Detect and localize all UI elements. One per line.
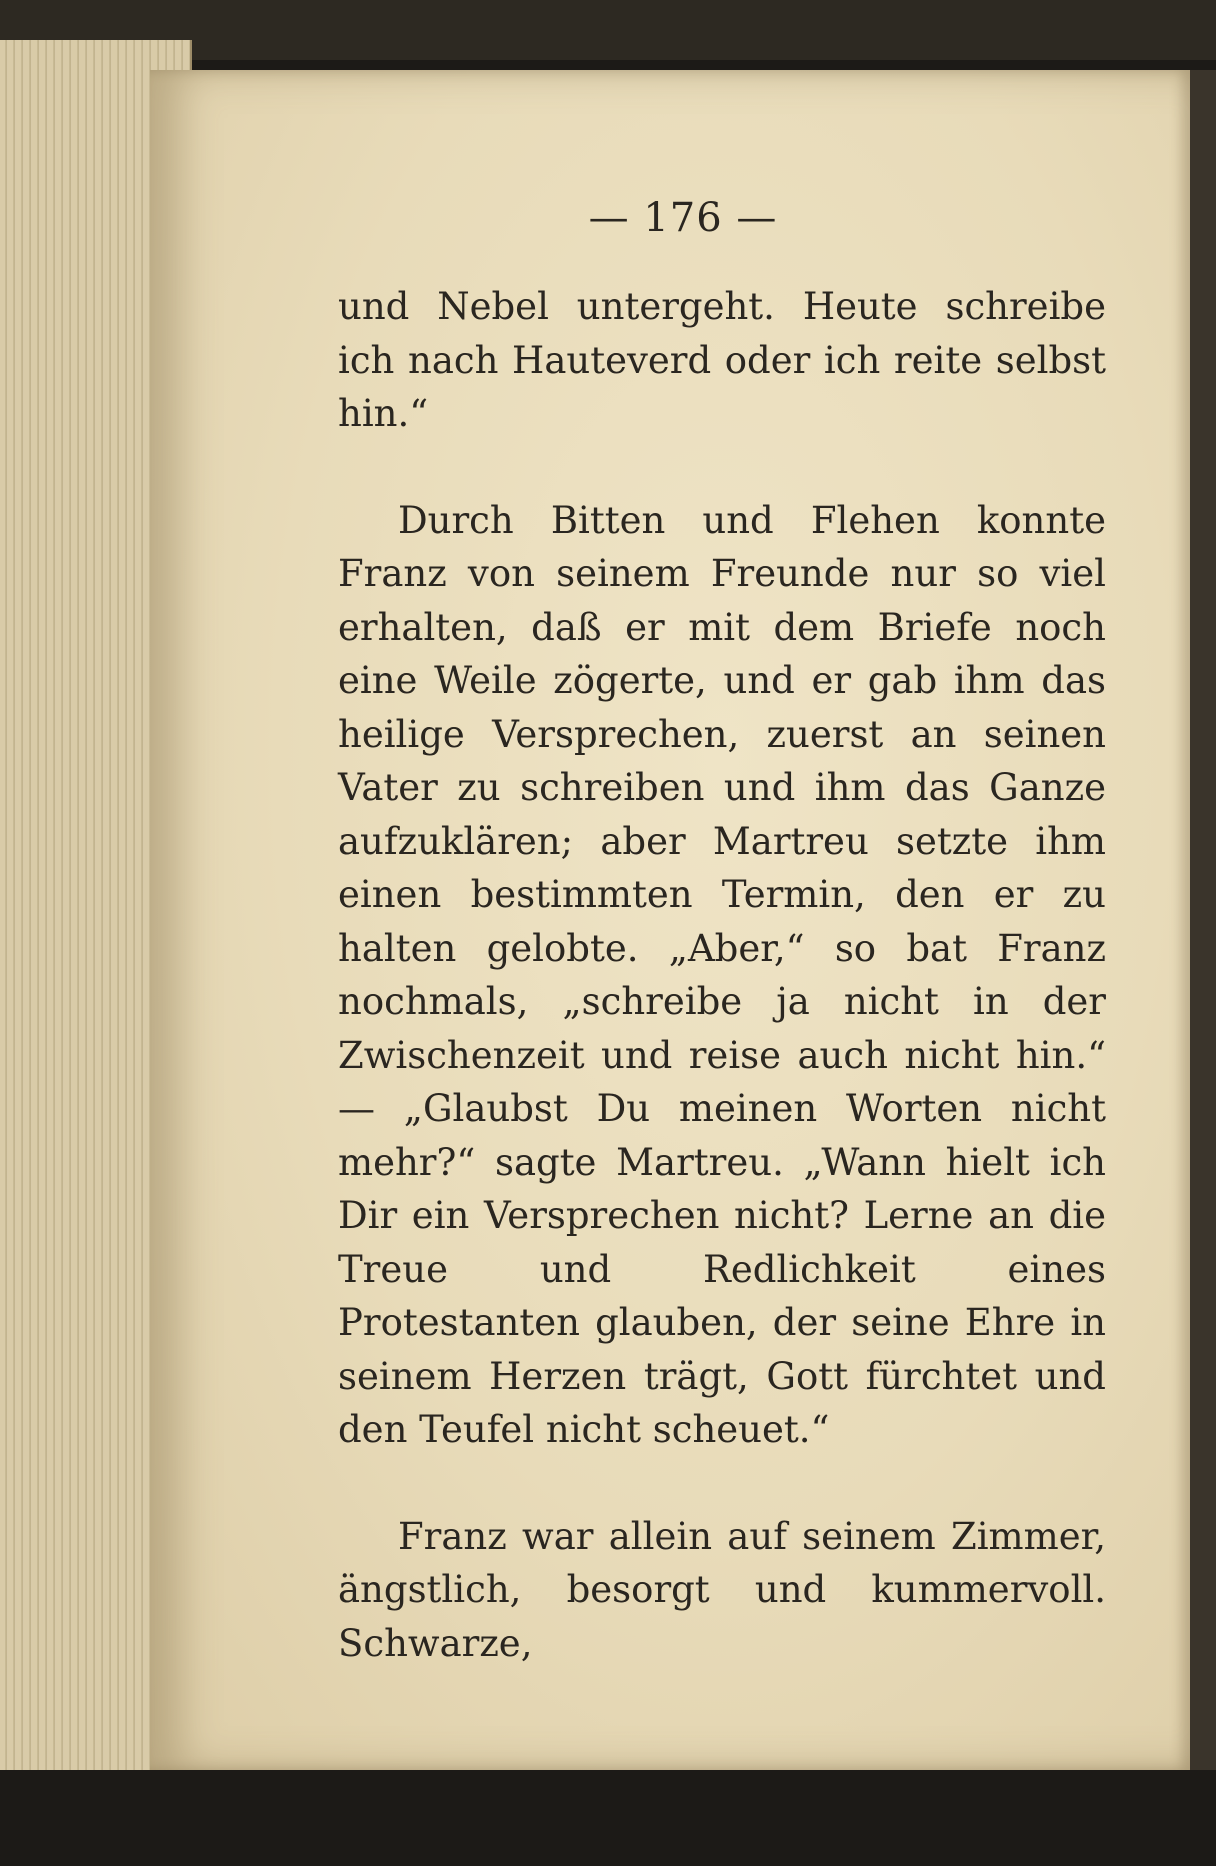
paragraph-1: und Nebel untergeht. Heute schreibe ich nach Hauteverd oder ich reite selbst hin.“ [338, 285, 1106, 435]
paragraph-3: Franz war allein auf seinem Zimmer, ängstlich, besorgt und kummervoll. Schwarze, [338, 1514, 1106, 1665]
page-text [338, 280, 1106, 1670]
background-bottom [0, 1770, 1216, 1866]
book-spine-edge [1190, 70, 1216, 1770]
page-number: — 176 — [588, 195, 778, 241]
paragraph-2: Durch Bitten und Flehen konnte Franz von seinem Freunde nur so viel erhalten, daß er mit dem Briefe noch eine Weile zögerte, und er gab ihm das heilige Versprechen, zuerst an seinen Vater zu schreiben und ihm das Ganze aufzuklären; aber Martreu setzte ihm einen bestimmten Termin, den er zu halten gelobte. „Aber,“ so bat Franz nochmals, „schreibe ja nicht in der Zwischenzeit und reise auch nicht hin.“ — „Glaubst Du meinen Worten nicht mehr?“ sagte Martreu. „Wann hielt ich Dir ein Versprechen nicht? Lerne an die Treue und Redlichkeit eines Protestanten glauben, der seine Ehre in seinem Herzen trägt, Gott fürchtet und den Teufel nicht scheuet.“ [338, 498, 1106, 1451]
